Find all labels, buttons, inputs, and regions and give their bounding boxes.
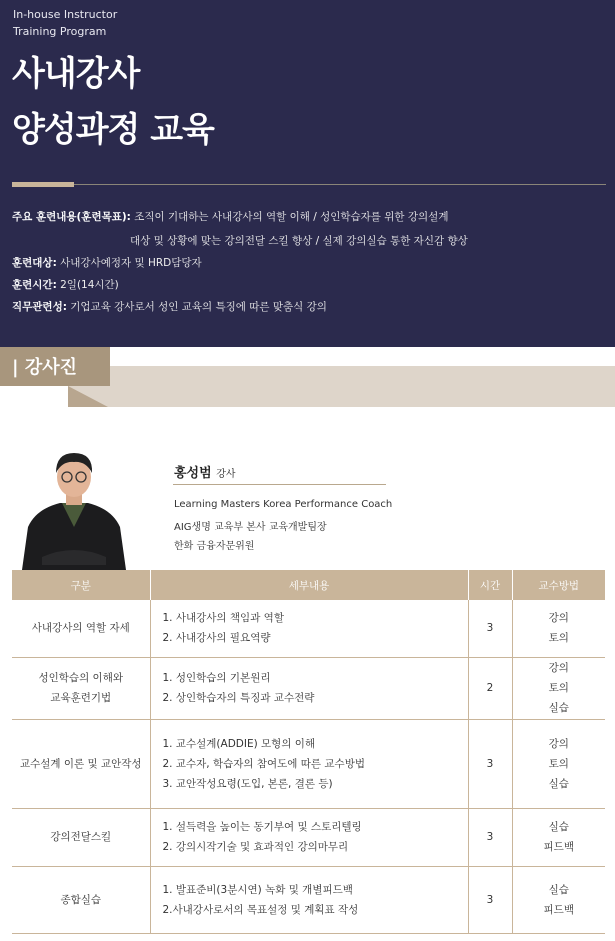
details-cell-line: 2. 교수자, 학습자의 참여도에 따른 교수방법 [162, 757, 365, 770]
methods-cell [512, 808, 605, 866]
details-cell-line: 2. 사내강사의 필요역량 [162, 632, 271, 645]
time-text: 2일(14시간) [56, 279, 119, 291]
details-cell-line: 1. 설득력을 높이는 동기부여 및 스토리텔링 [162, 821, 362, 833]
page-title [12, 46, 214, 158]
methods-cell-line: 강의 [548, 662, 569, 674]
relevance-text: 기업교육 강사로서 성인 교육의 특징에 따른 맞춤식 강의 [66, 301, 327, 313]
methods-cell [512, 600, 605, 657]
hours-cell: 3 [468, 719, 512, 808]
title-line: 사내강사 [12, 54, 140, 94]
category-cell-line: 성인학습의 이해와 [38, 672, 123, 684]
goal-info-line2: 대상 및 상황에 맞는 강의전달 스킬 향상 / 실제 강의실습 통한 자신감 향상 [130, 235, 468, 247]
relevance-info [12, 299, 327, 314]
program-subtitle [13, 6, 117, 40]
category-cell [12, 719, 150, 808]
category-cell-line: 사내강사의 역할 자세 [31, 622, 130, 635]
details-cell [150, 808, 468, 866]
career-item: 한화 금융자문위원 [174, 541, 255, 552]
methods-cell-line: 토의 [548, 757, 569, 770]
methods-cell [512, 657, 605, 719]
table-row [12, 808, 605, 866]
category-cell-line: 교육훈련기법 [50, 692, 112, 704]
divider-accent [12, 182, 74, 187]
table-row [12, 657, 605, 719]
methods-cell-line: 실습 [548, 702, 569, 714]
details-cell-line: 1. 발표준비(3분시연) 녹화 및 개별피드백 [162, 883, 353, 896]
target-info [12, 255, 202, 270]
table-row [12, 600, 605, 657]
hours-cell: 3 [468, 600, 512, 657]
curriculum-table [12, 570, 605, 934]
goal-label: 주요 훈련내용(훈련목표): [12, 211, 131, 223]
details-cell-line: 1. 사내강사의 책임과 역할 [162, 612, 284, 625]
time-label: 훈련시간: [12, 279, 57, 291]
instructor-photo [22, 447, 126, 570]
category-cell [12, 808, 150, 866]
details-cell-line: 2.사내강사로서의 목표설정 및 계획표 작성 [162, 903, 359, 916]
methods-cell [512, 866, 605, 933]
name-text: 홍성범 [174, 466, 212, 481]
details-cell [150, 600, 468, 657]
hero-banner [0, 0, 615, 347]
details-cell-line: 2. 상인학습자의 특징과 교수전략 [162, 692, 315, 704]
target-label: 훈련대상: [12, 257, 57, 269]
methods-cell-line: 토의 [548, 682, 569, 694]
category-cell-line: 종합실습 [60, 893, 102, 906]
title-line: 양성과정 교육 [12, 110, 214, 150]
details-cell-line: 1. 교수설계(ADDIE) 모형의 이해 [162, 737, 316, 750]
hours-cell: 3 [468, 808, 512, 866]
methods-cell-line: 토의 [548, 632, 569, 645]
details-cell [150, 657, 468, 719]
hours-cell: 2 [468, 657, 512, 719]
details-cell-line: 2. 강의시작기술 및 효과적인 강의마무리 [162, 841, 349, 853]
category-cell [12, 657, 150, 719]
name-suffix: 강사 [216, 469, 236, 480]
column-header: 시간 [468, 570, 512, 600]
methods-cell-line: 실습 [548, 821, 569, 833]
methods-cell-line: 실습 [548, 883, 569, 896]
methods-cell-line: 피드백 [543, 903, 574, 916]
column-header: 구분 [12, 570, 150, 600]
subtitle-line: Training Program [13, 25, 107, 38]
details-cell [150, 719, 468, 808]
section-band [68, 366, 615, 407]
section-fold [68, 386, 108, 407]
methods-cell-line: 피드백 [543, 841, 574, 853]
instructor-name [174, 462, 236, 481]
table-header-row [12, 570, 605, 600]
target-text: 사내강사예정자 및 HRD담당자 [56, 257, 202, 269]
goal-info [12, 209, 448, 224]
details-cell-line: 3. 교안작성요령(도입, 본론, 결론 등) [162, 777, 333, 790]
table-row [12, 866, 605, 933]
section-title: | 강사진 [0, 347, 110, 386]
methods-cell-line: 강의 [548, 737, 569, 750]
methods-cell [512, 719, 605, 808]
hours-cell: 3 [468, 866, 512, 933]
details-cell-line: 1. 성인학습의 기본원리 [162, 672, 271, 684]
methods-cell-line: 강의 [548, 612, 569, 625]
time-info [12, 277, 119, 292]
category-cell [12, 600, 150, 657]
career-item: Learning Masters Korea Performance Coach [174, 499, 393, 510]
column-header: 세부내용 [150, 570, 468, 600]
category-cell-line: 강의전달스킬 [50, 831, 112, 843]
career-item: AIG생명 교육부 본사 교육개발팀장 [174, 522, 327, 533]
column-header: 교수방법 [512, 570, 605, 600]
divider [12, 184, 606, 185]
category-cell [12, 866, 150, 933]
table-row [12, 719, 605, 808]
name-divider [173, 484, 386, 485]
details-cell [150, 866, 468, 933]
subtitle-line: In-house Instructor [13, 8, 118, 21]
category-cell-line: 교수설계 이론 및 교안작성 [19, 757, 142, 770]
methods-cell-line: 실습 [548, 777, 569, 790]
relevance-label: 직무관련성: [12, 301, 67, 313]
goal-text: 조직이 기대하는 사내강사의 역할 이해 / 성인학습자를 위한 강의설계 [130, 211, 449, 223]
